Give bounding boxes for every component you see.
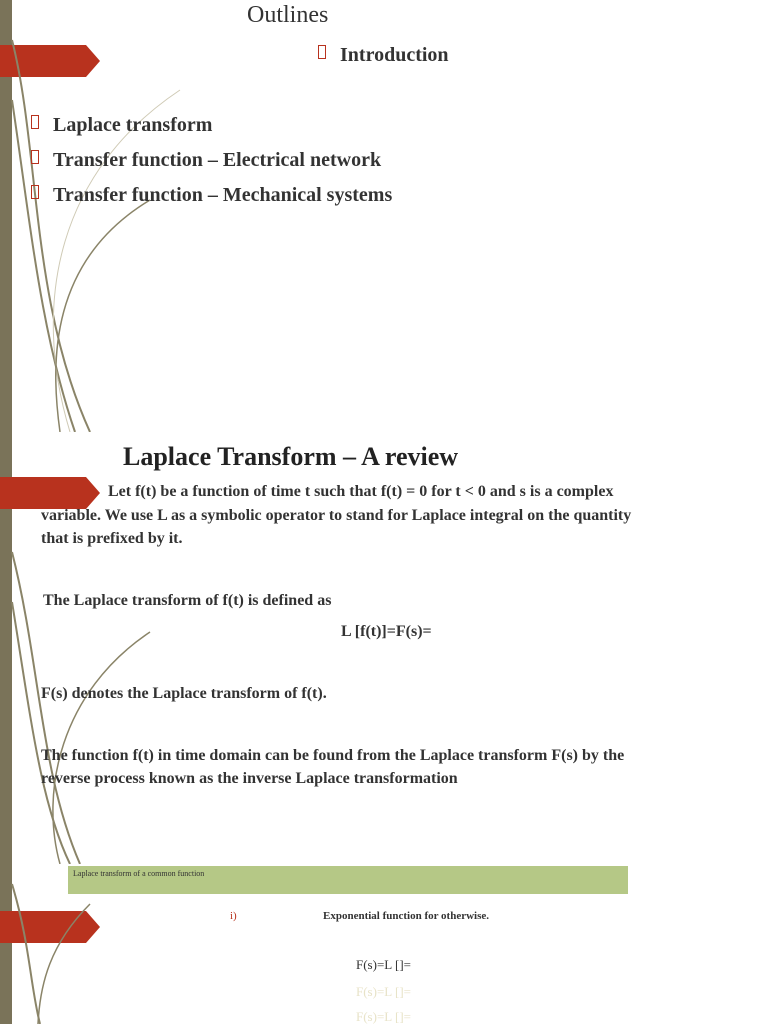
slide-laplace-review [0, 432, 768, 864]
definition-equation: L [f(t)]=F(s)= [341, 623, 432, 640]
bullet-icon [318, 45, 326, 59]
paragraph-line: variable. We use L as a symbolic operator to stand for Laplace integral on the quantity [41, 507, 632, 524]
slide-title: Laplace Transform – A review [123, 442, 459, 471]
outline-item: Transfer function – Electrical network [31, 149, 381, 172]
bullet-icon [31, 115, 39, 129]
equation-faint: F(s)=L []= [356, 984, 411, 999]
slide-common-functions [0, 864, 768, 1024]
item-number: i) [230, 910, 237, 922]
outline-item: Laplace transform [31, 114, 212, 137]
slide-outlines [0, 0, 768, 432]
equation-faint: F(s)=L []= [356, 1009, 411, 1024]
slide-title: Outlines [247, 2, 329, 28]
bullet-icon [31, 150, 39, 164]
equation: F(s)=L []= [356, 957, 411, 972]
decorative-curves [0, 0, 200, 432]
paragraph-line: reverse process known as the inverse Laplace transformation [41, 770, 458, 787]
bullet-icon [31, 185, 39, 199]
paragraph-line: Let f(t) be a function of time t such that f(t) = 0 for t < 0 and s is a complex [108, 483, 614, 500]
denote-text: F(s) denotes the Laplace transform of f(t). [41, 685, 327, 702]
item-text: Exponential function for otherwise. [323, 910, 490, 922]
outline-item-introduction: Introduction [318, 44, 449, 67]
section-header-bar: Laplace transform of a common function [68, 866, 628, 894]
paragraph-line: that is prefixed by it. [41, 530, 183, 547]
paragraph-line: The function f(t) in time domain can be found from the Laplace transform F(s) by the [41, 747, 625, 764]
outline-item: Transfer function – Mechanical systems [31, 184, 392, 207]
definition-intro: The Laplace transform of f(t) is defined as [43, 592, 332, 609]
